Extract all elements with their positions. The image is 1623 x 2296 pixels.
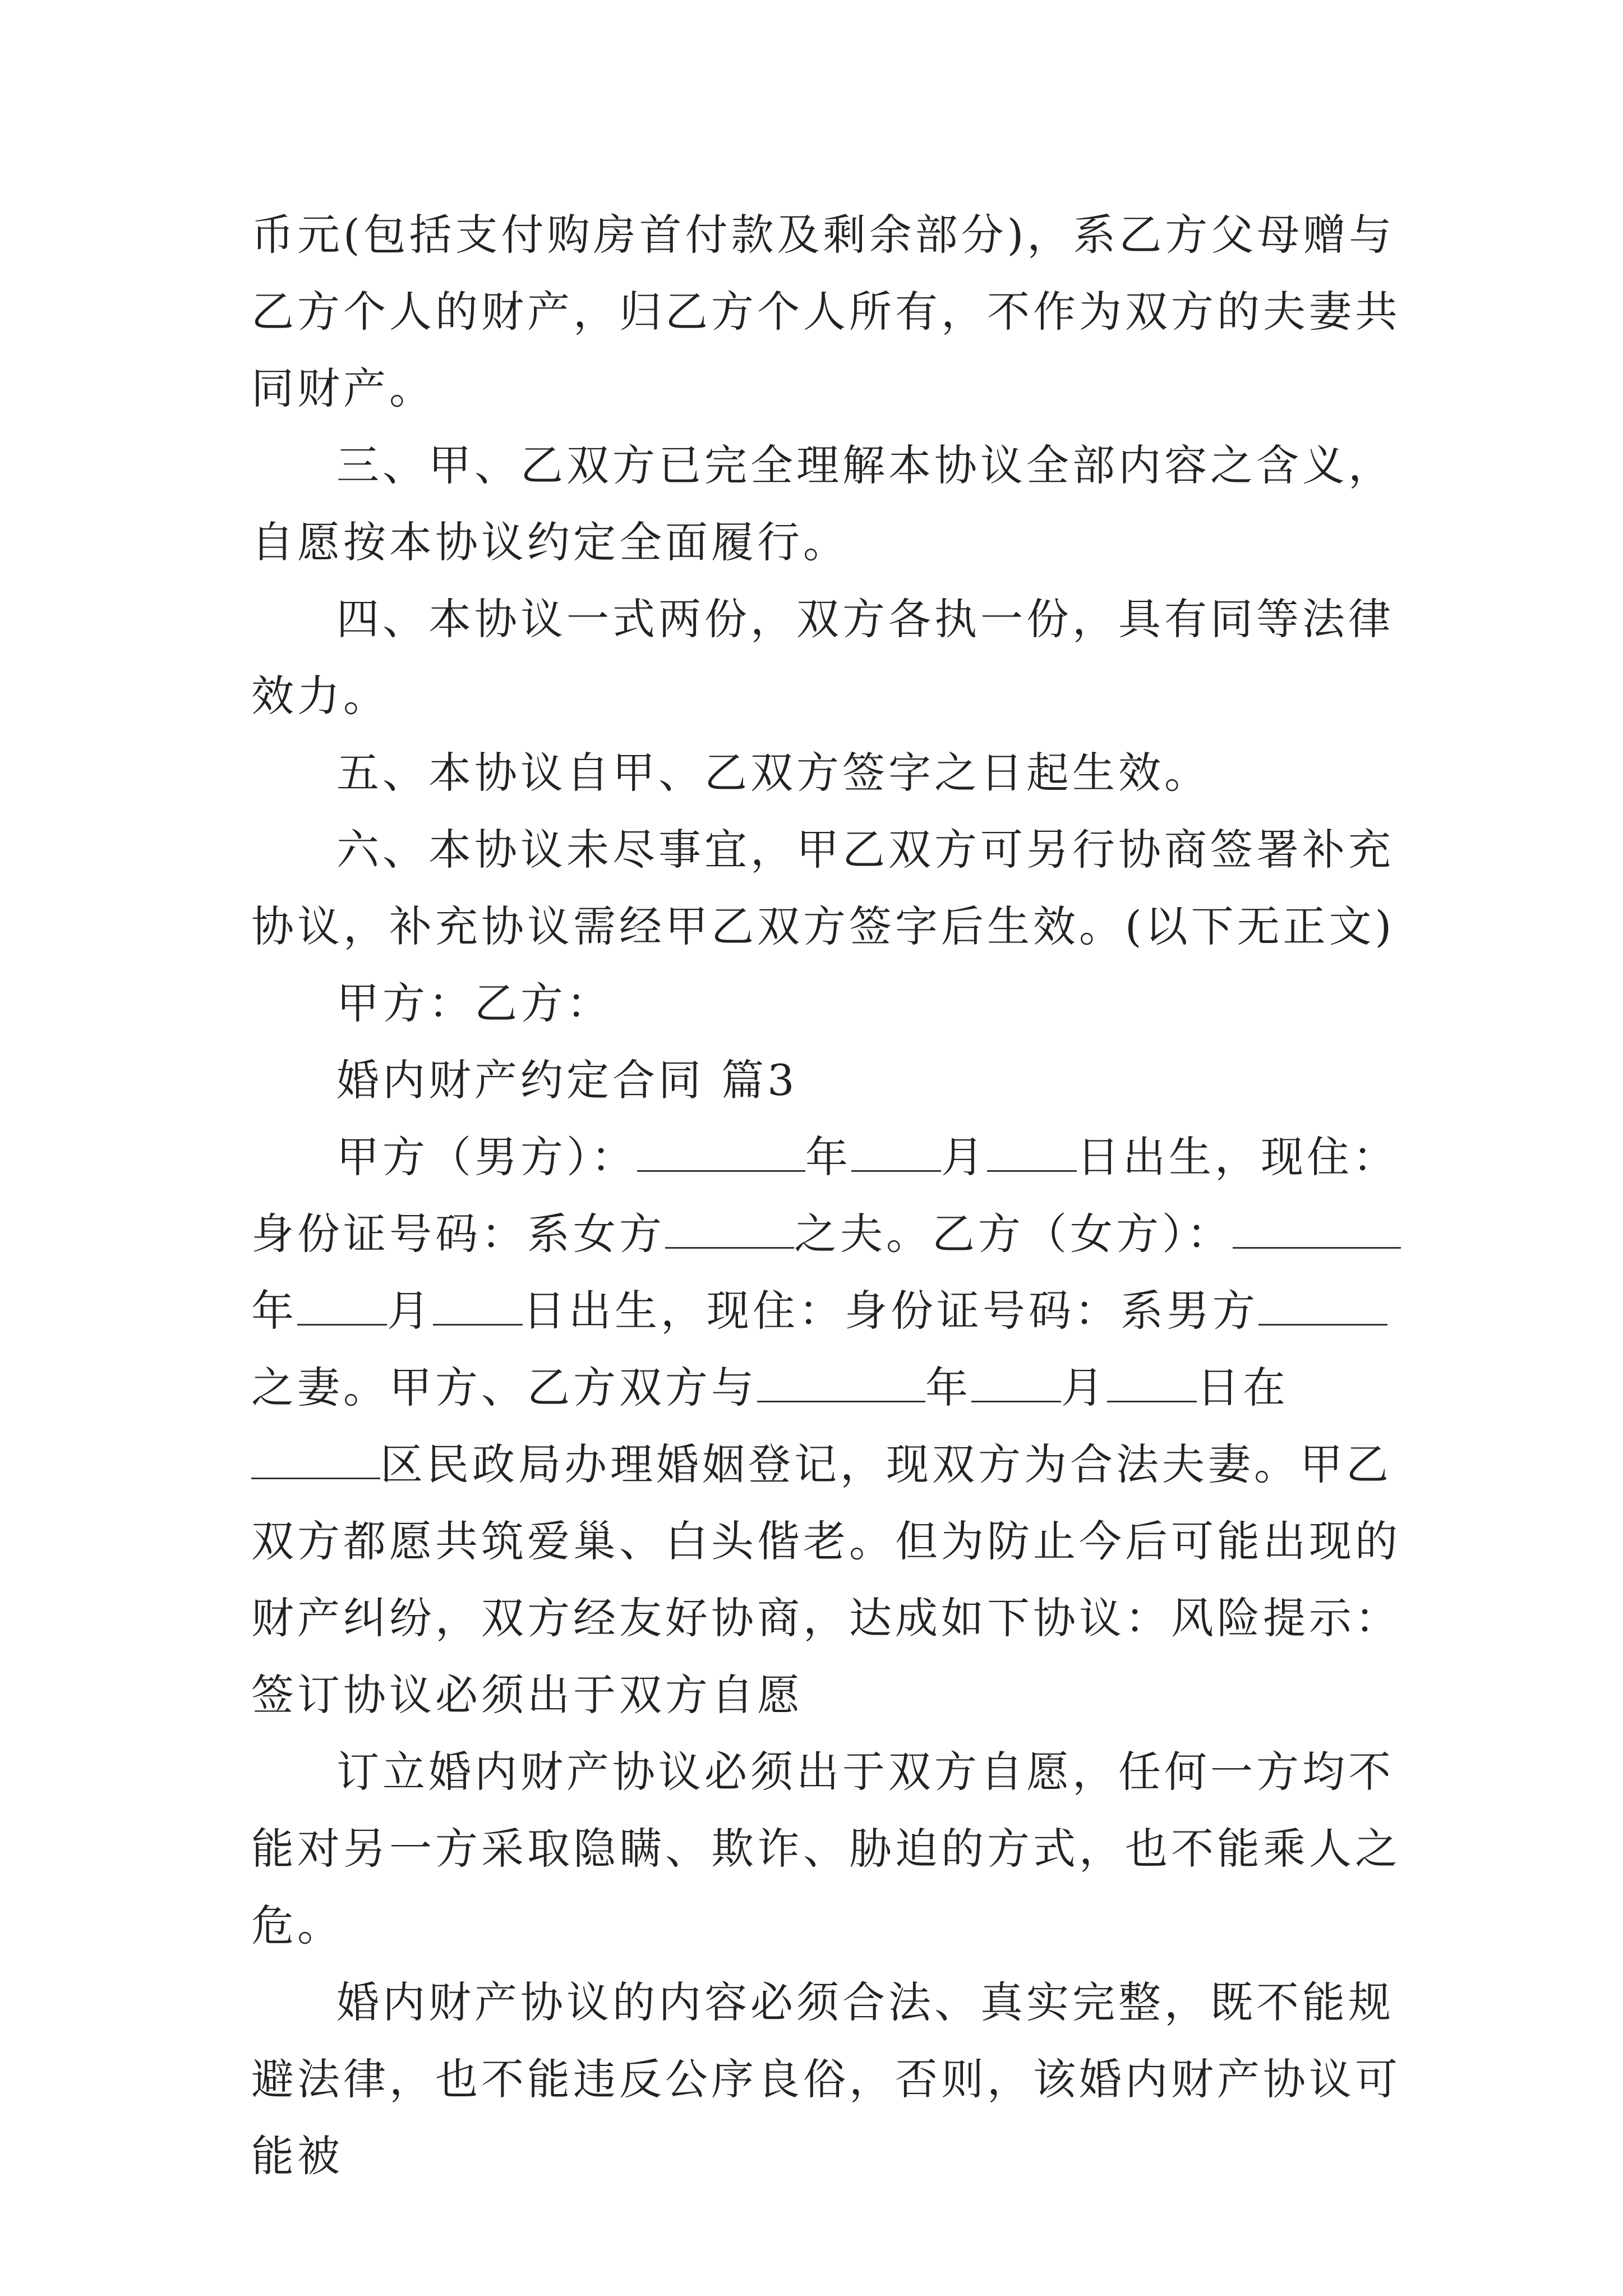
- form-text: 年: [251, 1286, 297, 1336]
- paragraph-clause-5: 五、本协议自甲、乙双方签字之日起生效。: [336, 748, 1210, 798]
- blank-marriage-month[interactable]: [971, 1367, 1061, 1402]
- blank-district[interactable]: [251, 1444, 380, 1479]
- form-text: 之妻。甲方、乙方双方与: [251, 1363, 757, 1412]
- form-text: 甲方（男方）：: [336, 1132, 637, 1182]
- signature-line: 甲方：乙方：: [336, 978, 612, 1028]
- form-text: 月: [387, 1286, 433, 1336]
- paragraph-clause-4: 四、本协议一式两份，双方各执一份，具有同等法律效力。: [251, 594, 1394, 721]
- blank-husband-birth-month[interactable]: [851, 1137, 941, 1172]
- blank-wife-birth-day[interactable]: [433, 1290, 523, 1326]
- form-text: 日出生，现住：身份证号码：系女方: [251, 1132, 1399, 1259]
- form-text: 月: [941, 1132, 987, 1182]
- form-text: 年: [925, 1363, 971, 1412]
- document-body: [251, 196, 1401, 2194]
- paragraph-legality: 婚内财产协议的内容必须合法、真实完整，既不能规避法律，也不能违反公序良俗，否则，该婚内财产协议可能被: [251, 1977, 1401, 2181]
- blank-wife-birth-year[interactable]: [1233, 1213, 1401, 1249]
- blank-marriage-day[interactable]: [1107, 1367, 1197, 1402]
- form-text: 日在: [1197, 1363, 1289, 1412]
- form-text: 月: [1061, 1363, 1107, 1412]
- blank-wife-name[interactable]: [665, 1213, 794, 1249]
- blank-wife-birth-month[interactable]: [297, 1290, 387, 1326]
- blank-husband-name[interactable]: [1258, 1290, 1387, 1326]
- paragraph-gift-property: 币元(包括支付购房首付款及剩余部分)，系乙方父母赠与乙方个人的财产，归乙方个人所有，不作为双方的夫妻共同财产。: [251, 210, 1401, 413]
- blank-husband-birth-year[interactable]: [637, 1137, 805, 1172]
- form-text: 之夫。乙方（女方）：: [794, 1209, 1233, 1259]
- form-text: 年: [805, 1132, 851, 1182]
- paragraph-voluntary: 订立婚内财产协议必须出于双方自愿，任何一方均不能对另一方采取隐瞒、欺诈、胁迫的方式，也不能乘人之危。: [251, 1747, 1401, 1950]
- form-text: 日出生，现住：身份证号码：系男方: [523, 1286, 1258, 1336]
- paragraph-party-info-form: [251, 1119, 1401, 1733]
- paragraph-clause-3: 三、甲、乙双方已完全理解本协议全部内容之含义，自愿按本协议约定全面履行。: [251, 440, 1394, 567]
- blank-marriage-year[interactable]: [757, 1367, 925, 1402]
- blank-husband-birth-day[interactable]: [987, 1137, 1077, 1172]
- section-heading-part-3: 婚内财产约定合同 篇3: [336, 1055, 798, 1105]
- form-text: 区民政局办理婚姻登记，现双方为合法夫妻。甲乙双方都愿共筑爱巢、白头偕老。但为防止今后可能出现的财产纠纷，双方经友好协商，达成如下协议：风险提示： 签订协议必须出于双方自愿: [251, 1439, 1401, 1720]
- paragraph-clause-6: 六、本协议未尽事宜，甲乙双方可另行协商签署补充协议，补充协议需经甲乙双方签字后生效。(以下无正文): [251, 825, 1395, 951]
